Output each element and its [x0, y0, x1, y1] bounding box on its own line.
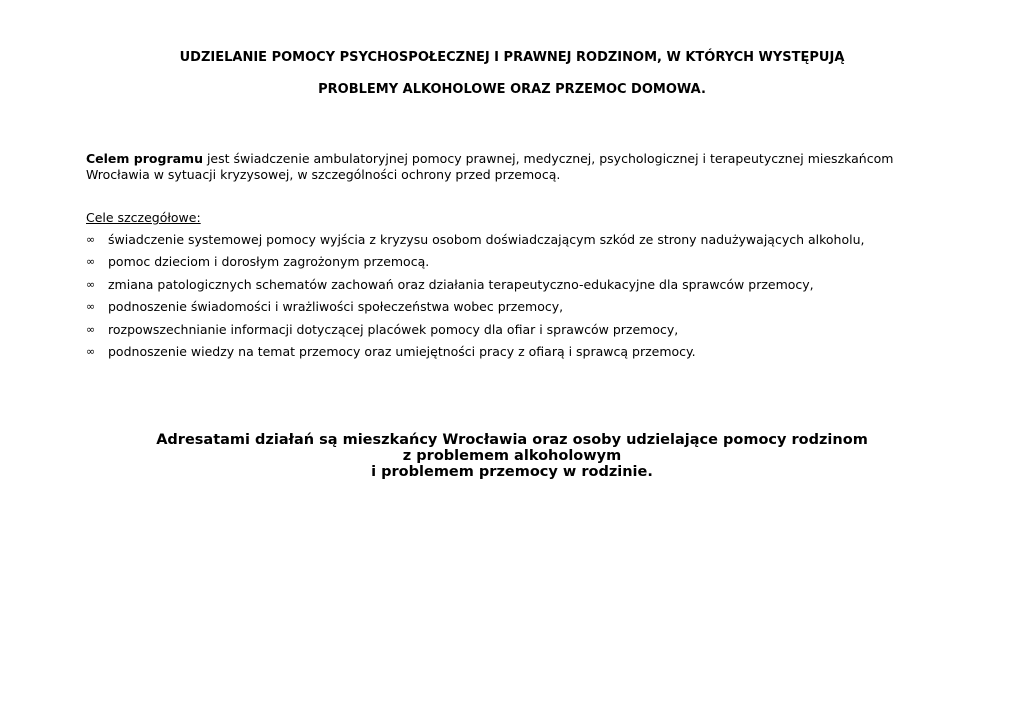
infinity-bullet-icon: ∞ [86, 300, 96, 314]
document-title-line-2: PROBLEMY ALKOHOLOWE ORAZ PRZEMOC DOMOWA. [318, 82, 706, 97]
recipients-statement [0, 432, 1024, 480]
goal-text: podnoszenie wiedzy na temat przemocy oraz umiejętności pracy z ofiarą i sprawcą przemocy. [108, 343, 696, 359]
infinity-bullet-icon: ∞ [86, 322, 96, 336]
program-goal-lead: Celem programu [86, 151, 203, 166]
list-item [86, 299, 966, 321]
recipients-line-2: z problemem alkoholowym [402, 448, 622, 464]
infinity-bullet-icon: ∞ [86, 344, 96, 358]
specific-goals-list [86, 232, 966, 366]
list-item [86, 277, 966, 299]
recipients-line-1: Adresatami działań są mieszkańcy Wrocławia oraz osoby udzielające pomocy rodzinom [156, 432, 868, 448]
list-item [86, 254, 966, 276]
infinity-bullet-icon: ∞ [86, 255, 96, 269]
list-item [86, 344, 966, 366]
infinity-bullet-icon: ∞ [86, 233, 96, 246]
specific-goals-heading: Cele szczegółowe: [86, 210, 201, 225]
goal-text: rozpowszechnianie informacji dotyczącej placówek pomocy dla ofiar i sprawców przemocy, [108, 321, 679, 337]
list-item [86, 322, 966, 344]
goal-text: świadczenie systemowej pomocy wyjścia z kryzysu osobom doświadczającym szkód ze strony nadużywających alkoholu, [108, 232, 865, 247]
document-title-line-1: UDZIELANIE POMOCY PSYCHOSPOŁECZNEJ I PRAWNEJ RODZINOM, W KTÓRYCH WYSTĘPUJĄ [179, 50, 845, 65]
goal-text: zmiana patologicznych schematów zachowań oraz działania terapeutyczno-edukacyjne dla sprawców przemocy, [108, 276, 814, 292]
program-goal-text-line-2: Wrocławia w sytuacji kryzysowej, w szczególności ochrony przed przemocą. [86, 167, 561, 182]
recipients-line-3: i problemem przemocy w rodzinie. [371, 464, 653, 480]
list-item [86, 232, 966, 254]
infinity-bullet-icon: ∞ [86, 277, 96, 291]
program-goal-paragraph [86, 151, 946, 183]
goal-text: podnoszenie świadomości i wrażliwości społeczeństwa wobec przemocy, [108, 299, 564, 315]
goal-text: pomoc dzieciom i dorosłym zagrożonym przemocą. [108, 254, 430, 270]
program-goal-text-line-1: jest świadczenie ambulatoryjnej pomocy prawnej, medycznej, psychologicznej i terapeutycznej mieszkańcom [202, 151, 894, 166]
